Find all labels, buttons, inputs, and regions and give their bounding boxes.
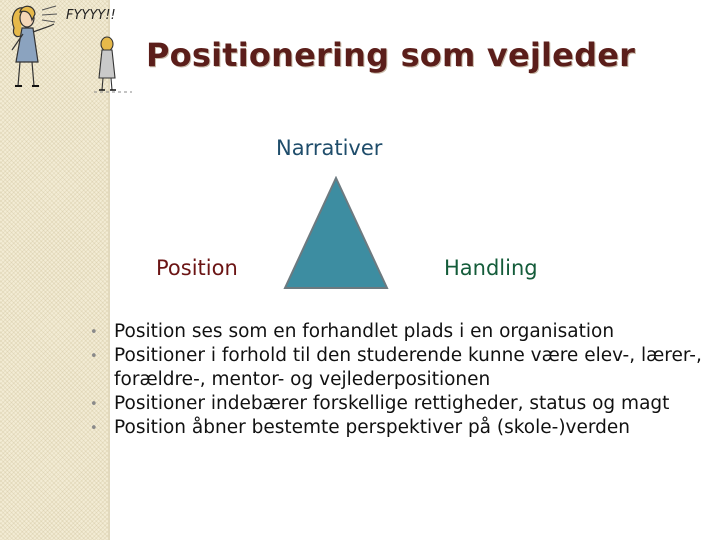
slide-title: Positionering som vejleder (146, 36, 636, 74)
bullet-text: Positioner indebærer forskellige rettigheder, status og magt (114, 393, 670, 414)
bullet-marker: • (90, 325, 98, 340)
label-narrativer: Narrativer (276, 136, 383, 160)
cartoon-caption: FYYYY!! (66, 8, 116, 23)
bullet-item (90, 320, 702, 344)
bullet-item (90, 344, 702, 392)
bullet-text: Position åbner bestemte perspektiver på (skole-)verden (114, 417, 631, 438)
triangle-shape (283, 176, 389, 290)
bullet-text: Position ses som en forhandlet plads i en organisation (114, 321, 615, 342)
label-position: Position (156, 256, 238, 280)
label-handling: Handling (444, 256, 538, 280)
bullet-marker: • (90, 349, 98, 364)
bullet-text: Positioner i forhold til den studerende kunne være elev-, lærer-, forældre-, mentor- og vejlederpositionen (114, 345, 702, 390)
bullet-list (90, 320, 702, 440)
bullet-item (90, 416, 702, 440)
bullet-marker: • (90, 421, 98, 436)
bullet-item (90, 392, 702, 416)
bullet-marker: • (90, 397, 98, 412)
